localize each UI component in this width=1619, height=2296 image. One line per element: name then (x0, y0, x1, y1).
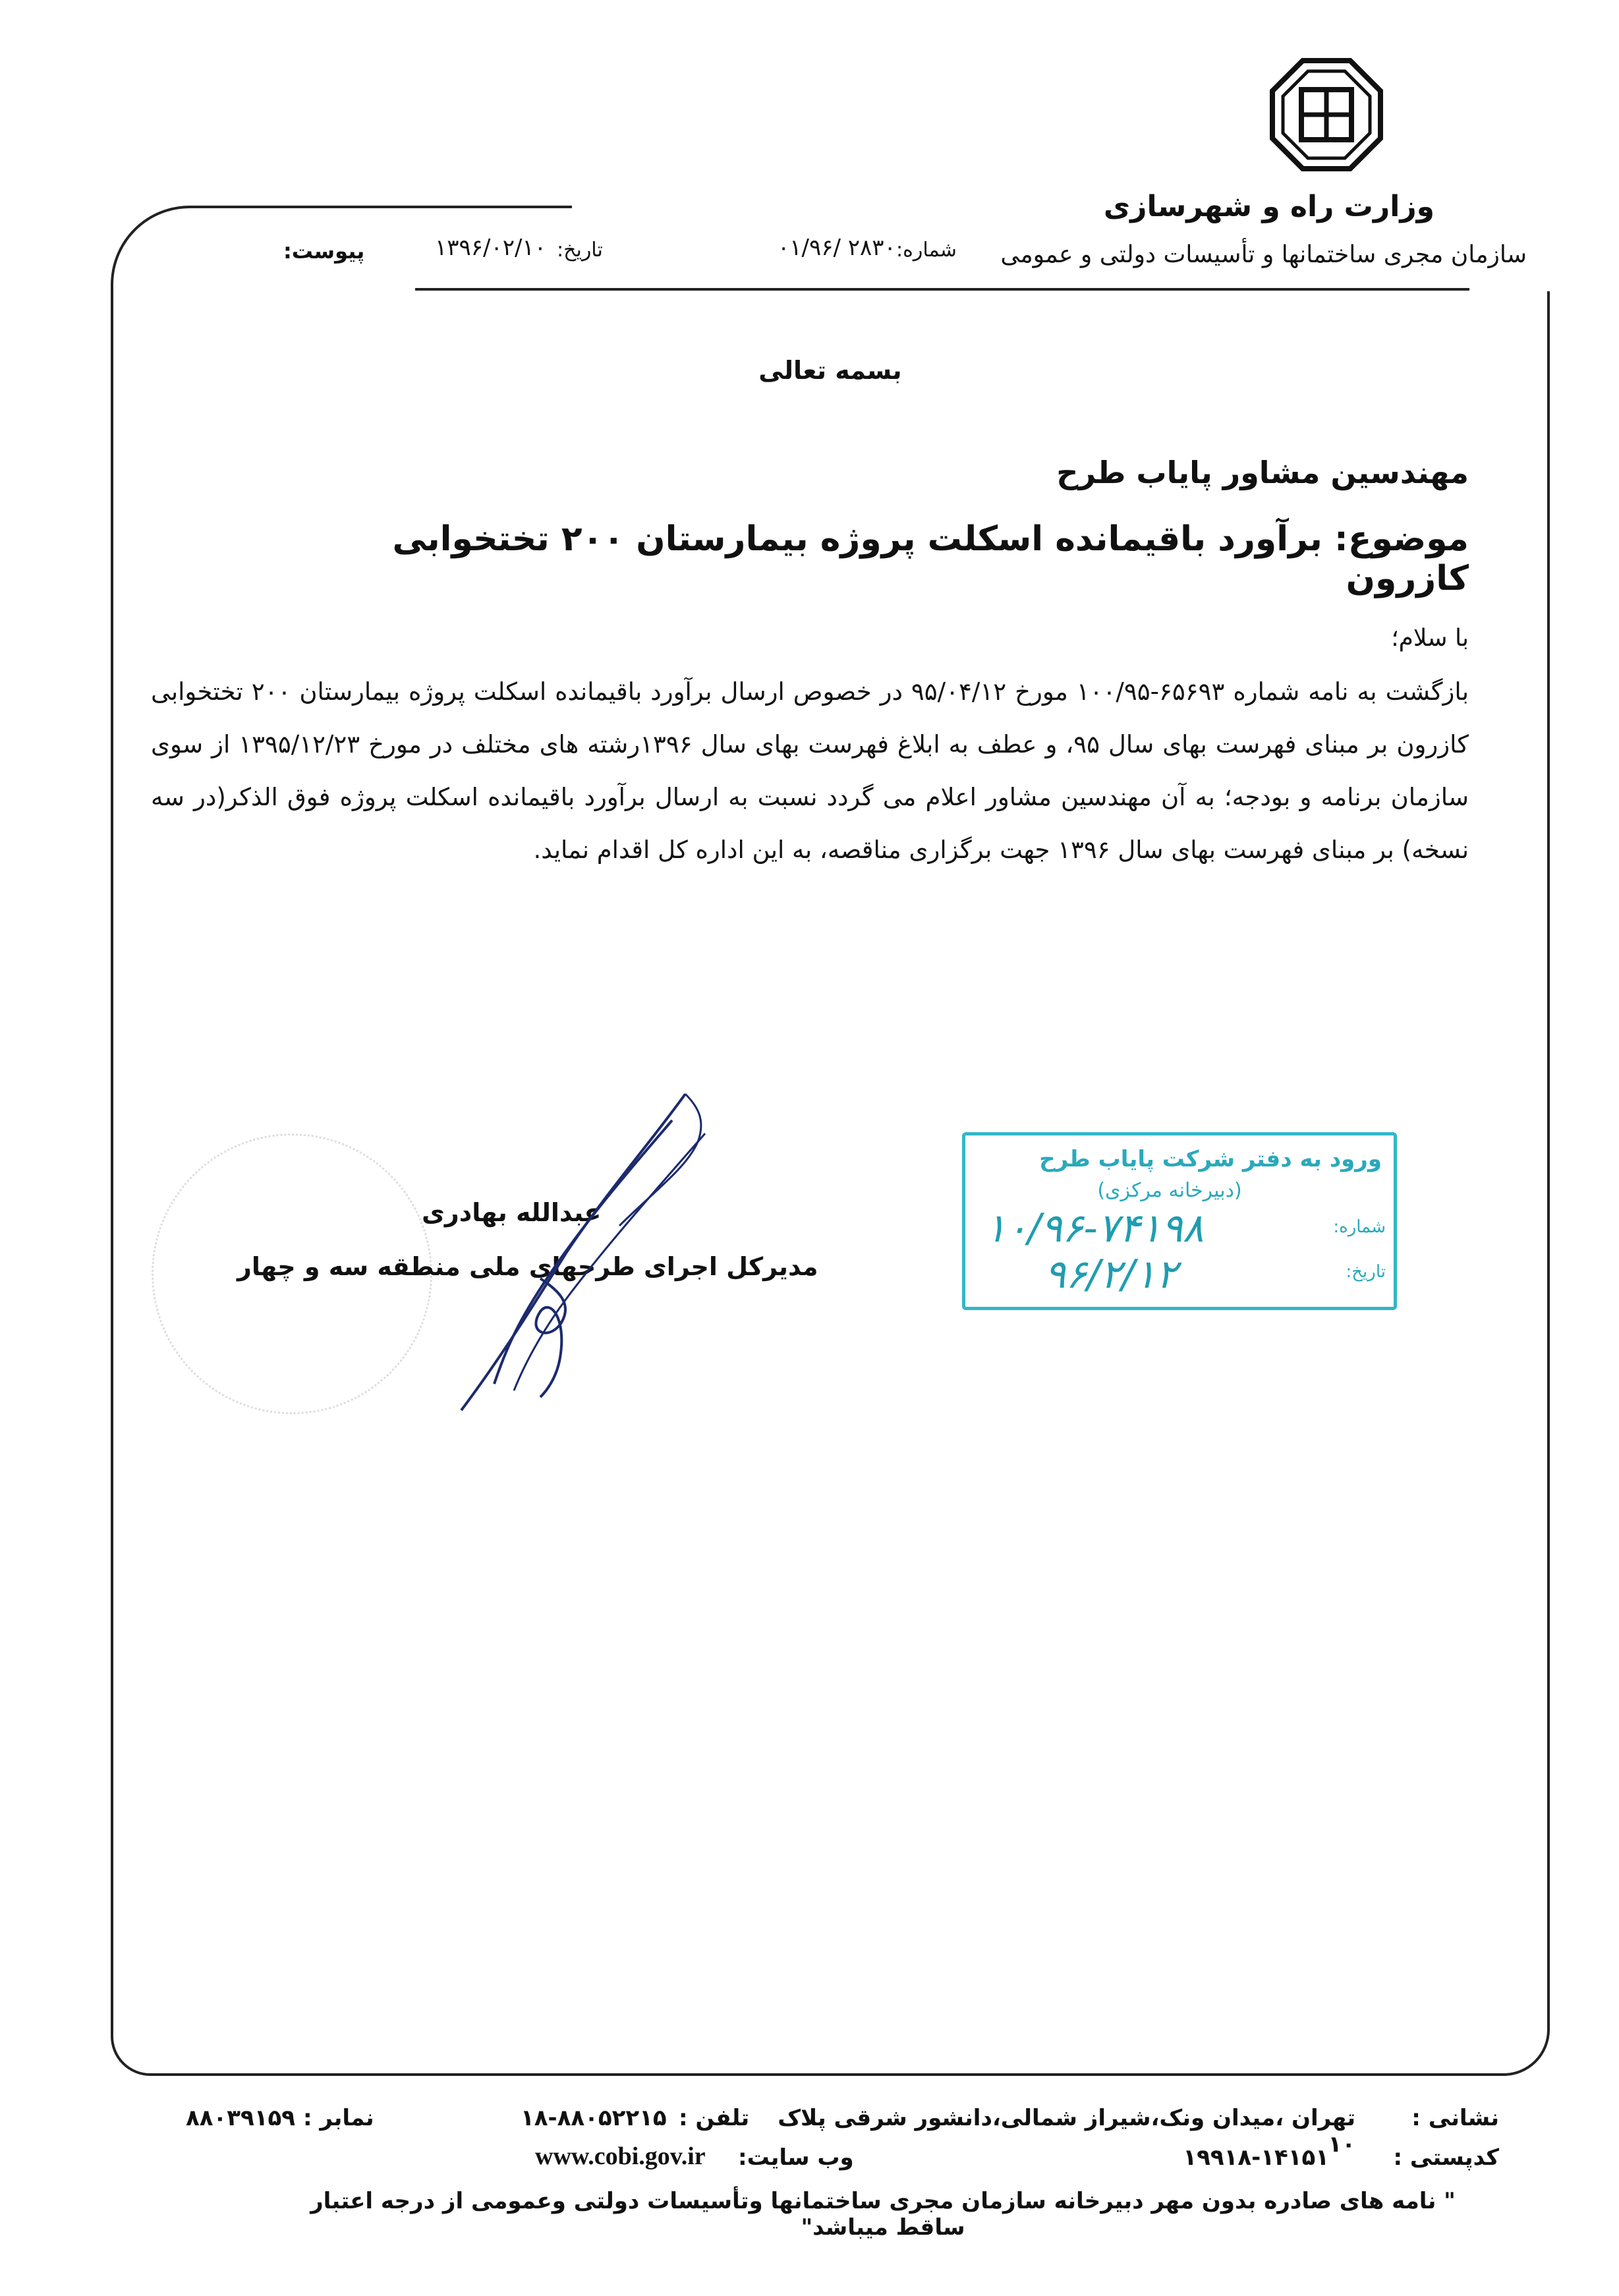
website-label: وب سایت: (738, 2144, 854, 2171)
greeting: با سلام؛ (1391, 625, 1469, 652)
fax-value: ۸۸۰۳۹۱۵۹ (186, 2105, 296, 2131)
stamp-company: ورود به دفتر شرکت پایاب طرح (1039, 1146, 1382, 1172)
handwritten-signature-icon (435, 1081, 712, 1423)
attachment-label: پیوست: (283, 239, 365, 264)
stamp-number-label: شماره: (1333, 1217, 1386, 1237)
postal-code-value: ۱۹۹۱۸-۱۴۱۵۱ (1183, 2144, 1329, 2171)
address-value: تهران ،میدان ونک،شیراز شمالی،دانشور شرقی پلاک ۱۰ (778, 2105, 1355, 2158)
ref-number-label: شماره: (896, 239, 957, 262)
phone-value: ۱۸-۸۸۰۵۲۲۱۵ (521, 2105, 667, 2131)
date-label: تاریخ: (557, 239, 603, 262)
signer-name: عبدالله بهادری (422, 1198, 602, 1227)
signer-title: مدیرکل اجرای طرحهای ملی منطقه سه و چهار (237, 1252, 818, 1281)
website-link[interactable]: www.cobi.gov.ir (535, 2142, 706, 2170)
subject-line: موضوع: برآورد باقیمانده اسکلت پروژه بیمارستان ۲۰۰ تختخوابی کازرون (392, 519, 1469, 598)
validity-disclaimer: " نامه های صادره بدون مهر دبیرخانه سازمان مجری ساختمانها وتأسیسات دولتی وعمومی از درجه اعتبار ساقط میباشد" (310, 2188, 1456, 2241)
stamp-date: ۹۶/۲/۱۲ (1044, 1251, 1178, 1298)
header-divider (415, 288, 1469, 291)
recipient: مهندسین مشاور پایاب طرح (1056, 455, 1469, 490)
organization-name: سازمان مجری ساختمانها و تأسیسات دولتی و عمومی (1000, 241, 1527, 268)
fax-label: نمابر : (303, 2105, 374, 2131)
invocation: بسمه تعالی (758, 356, 902, 385)
address-label: نشانی : (1411, 2105, 1499, 2131)
ref-number: ۰۱/۹۶/ ۲۸۳۰ (778, 235, 896, 261)
stamp-date-label: تاریخ: (1346, 1262, 1386, 1282)
organization-logo-icon (1270, 58, 1383, 171)
ministry-name: وزارت راه و شهرسازی (1103, 190, 1434, 223)
date-value: ۱۳۹۶/۰۲/۱۰ (435, 235, 547, 261)
stamp-office: (دبیرخانه مرکزی) (1097, 1179, 1242, 1202)
stamp-number: ۱۰/۹۶-۷۴۱۹۸ (985, 1205, 1204, 1251)
phone-label: تلفن : (679, 2105, 750, 2131)
entry-stamp (962, 1132, 1397, 1310)
letter-body: بازگشت به نامه شماره ۶۵۶۹۳-۱۰۰/۹۵ مورخ ۹۵/۰۴/۱۲ در خصوص ارسال برآورد باقیمانده اسکلت پروژه بیمارستان ۲۰۰ تختخوابی کازرون بر مبنای فهرست بهای سال ۹۵، و عطف به ابلاغ فهرست بهای سال ۱۳۹۶رشته های مختلف در مورخ ۱۳۹۵/۱۲/۲۳ از سوی سازمان برنامه و بودجه؛ به آن مهندسین مشاور اعلام می گردد نسبت به ارسال برآورد باقیمانده اسکلت پروژه فوق الذکر(در سه نسخه) بر مبنای فهرست بهای سال ۱۳۹۶ جهت برگزاری مناقصه، به این اداره کل اقدام نماید. (151, 677, 1469, 864)
postal-code-label: کدپستی : (1393, 2144, 1499, 2171)
